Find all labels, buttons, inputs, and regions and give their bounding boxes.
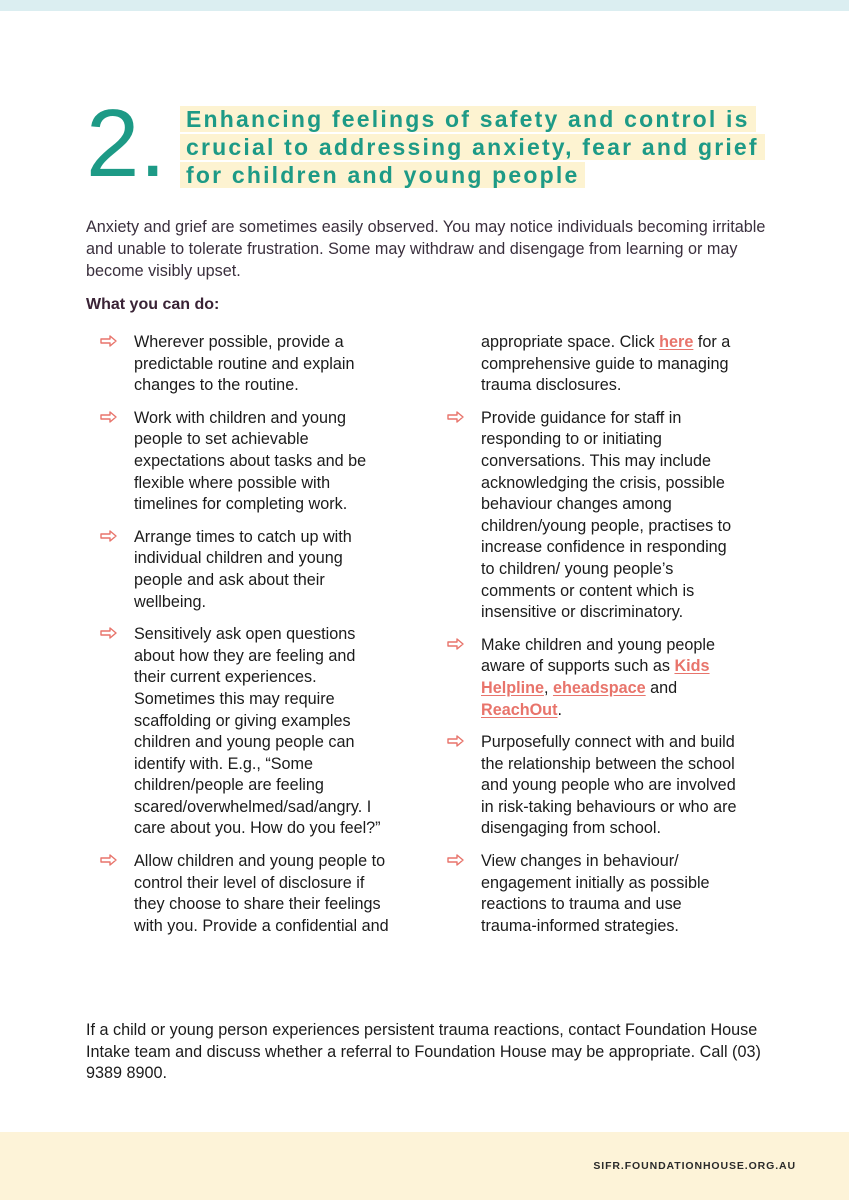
list-item-text: Purposefully connect with and build the relationship between the school and young people who are involved in risk-taking behaviours or who are disengaging from school. — [481, 733, 737, 838]
list-item — [447, 732, 737, 840]
list-item-text: View changes in behaviour/ engagement initially as possible reactions to trauma and use trauma-informed strategies. — [481, 852, 710, 935]
list-item-continuation — [447, 332, 737, 397]
list-item — [100, 408, 390, 516]
list-item-text: Work with children and young people to set achievable expectations about tasks and be flexible where possible with timelines for completing work. — [134, 408, 367, 514]
list-item-text: Provide guidance for staff in responding to or initiating conversations. This may include acknowledging the crisis, possible behaviour changes among children/young people, practises to increase confidence in responding to children/ young people’s comments or content which is insensitive or discriminatory. — [481, 408, 732, 622]
section-number: 2. — [86, 90, 167, 197]
top-band — [0, 0, 849, 11]
kids-helpline-link[interactable]: Kids Helpline — [481, 657, 710, 697]
list-item — [100, 527, 390, 613]
list-item — [100, 332, 390, 397]
arrow-right-icon — [447, 734, 465, 748]
arrow-right-icon — [100, 410, 118, 424]
arrow-right-icon — [100, 529, 118, 543]
bullet-column-right — [447, 332, 737, 948]
list-item — [447, 408, 737, 624]
supports-text: Make children and young people aware of supports such as — [481, 635, 715, 676]
list-item — [100, 851, 390, 937]
arrow-right-icon — [447, 637, 465, 651]
separator-comma: , — [543, 678, 549, 697]
list-item-text: Wherever possible, provide a predictable routine and explain changes to the routine. — [134, 333, 355, 395]
bullet-column-left — [100, 332, 390, 948]
list-item-text — [481, 635, 737, 721]
sentence-end: . — [557, 700, 562, 719]
list-item — [447, 635, 737, 721]
footer-url: SIFR.FOUNDATIONHOUSE.ORG.AU — [593, 1160, 796, 1172]
section-heading-text: Enhancing feelings of safety and control is crucial to addressing anxiety, fear and grief for children and young people — [180, 106, 765, 188]
list-item — [447, 851, 737, 937]
list-item-text: Sensitively ask open questions about how they are feeling and their current experiences. Sometimes this may require scaffolding or giving examples children and young people can identify with. E.g., “Some children/people are feeling scared/overwhelmed/sad/angry. I care about you. How do you feel?” — [134, 625, 381, 838]
arrow-right-icon — [447, 410, 465, 424]
continuation-text-after: for a comprehensive guide to managing trauma disclosures. — [481, 333, 731, 395]
trauma-disclosures-guide-link[interactable]: here — [659, 333, 694, 351]
intro-paragraph: Anxiety and grief are sometimes easily observed. You may notice individuals becoming irritable and unable to tolerate frustration. Some may withdraw and disengage from learning or may become visibly upset. — [86, 218, 766, 280]
section-heading — [180, 105, 780, 189]
list-item — [100, 624, 390, 840]
reachout-link[interactable]: ReachOut — [481, 700, 558, 719]
arrow-right-icon — [100, 334, 118, 348]
arrow-right-icon — [447, 853, 465, 867]
eheadspace-link[interactable]: eheadspace — [552, 678, 646, 697]
what-you-can-do-title: What you can do: — [86, 296, 220, 313]
list-item-text: Allow children and young people to control their level of disclosure if they choose to share their feelings with you. Provide a confidential and — [134, 852, 389, 935]
closing-paragraph: If a child or young person experiences persistent trauma reactions, contact Foundation House Intake team and discuss whether a referral to Foundation House may be appropriate. Call (03) 9389 8900. — [86, 1021, 761, 1083]
list-item-text: Arrange times to catch up with individual children and young people and ask about their wellbeing. — [134, 527, 352, 611]
conjunction-and: and — [650, 678, 678, 697]
continuation-text-before: appropriate space. Click — [481, 333, 655, 351]
arrow-right-icon — [100, 626, 118, 640]
arrow-right-icon — [100, 853, 118, 867]
